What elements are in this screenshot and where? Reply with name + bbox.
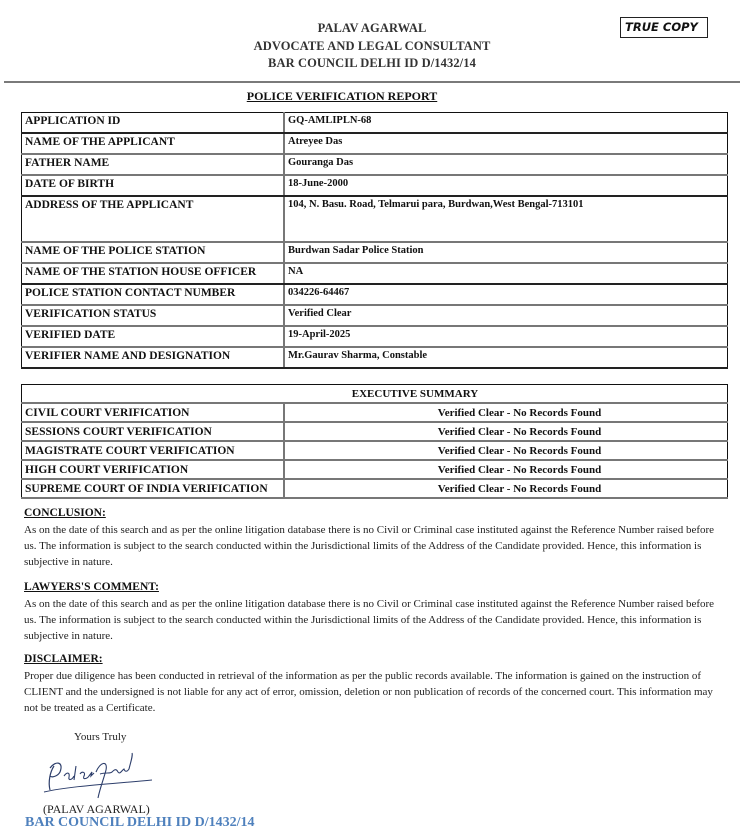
row-label: POLICE STATION CONTACT NUMBER <box>22 284 285 305</box>
table-row <box>22 347 728 368</box>
court-status: Verified Clear - No Records Found <box>284 403 728 422</box>
true-copy-stamp: TRUE COPY <box>620 17 708 38</box>
closing-salutation: Yours Truly <box>74 731 127 743</box>
executive-summary-table <box>21 384 728 499</box>
row-value: Burdwan Sadar Police Station <box>284 242 728 263</box>
advocate-designation: ADVOCATE AND LEGAL CONSULTANT <box>253 38 491 53</box>
table-row <box>22 196 728 242</box>
court-status: Verified Clear - No Records Found <box>284 441 728 460</box>
row-value: 19-April-2025 <box>284 326 728 347</box>
row-label: NAME OF THE STATION HOUSE OFFICER <box>22 263 285 284</box>
signatory-name: (PALAV AGARWAL) <box>43 802 150 816</box>
table-row <box>22 460 728 479</box>
court-label: CIVIL COURT VERIFICATION <box>22 403 285 422</box>
table-row <box>22 113 728 134</box>
row-value: 104, N. Basu. Road, Telmarui para, Burdwan,West Bengal-713101 <box>284 196 728 242</box>
disclaimer-heading: DISCLAIMER: <box>24 653 103 665</box>
summary-title: EXECUTIVE SUMMARY <box>22 385 728 404</box>
applicant-details-table <box>21 112 728 369</box>
table-row <box>22 133 728 154</box>
disclaimer-section <box>24 652 724 716</box>
row-value: 034226-64467 <box>284 284 728 305</box>
table-row <box>22 175 728 196</box>
signatory-bar-id: BAR COUNCIL DELHI ID D/1432/14 <box>25 815 255 830</box>
summary-title-row <box>22 385 728 404</box>
court-status: Verified Clear - No Records Found <box>284 479 728 498</box>
row-label: VERIFIED DATE <box>22 326 285 347</box>
row-label: APPLICATION ID <box>22 113 285 134</box>
row-label: NAME OF THE POLICE STATION <box>22 242 285 263</box>
conclusion-section <box>24 506 724 570</box>
row-value: Atreyee Das <box>284 133 728 154</box>
row-label: ADDRESS OF THE APPLICANT <box>22 196 285 242</box>
table-row <box>22 284 728 305</box>
table-row <box>22 326 728 347</box>
court-label: HIGH COURT VERIFICATION <box>22 460 285 479</box>
table-row <box>22 479 728 498</box>
lawyers-comment-section <box>24 580 724 644</box>
lawyers-comment-text: As on the date of this search and as per the online litigation database there is no Civil or Criminal case instituted against the Reference Number raised before us. The information is subject to the search conducted within the Jurisdictional limits of the Address of the Candidate provided. Hence, this information is subjective in nature. <box>24 598 715 642</box>
table-row <box>22 263 728 284</box>
row-value: NA <box>284 263 728 284</box>
advocate-bar-id: BAR COUNCIL DELHI ID D/1432/14 <box>268 56 476 70</box>
court-status: Verified Clear - No Records Found <box>284 422 728 441</box>
row-value: 18-June-2000 <box>284 175 728 196</box>
table-row <box>22 422 728 441</box>
court-label: SUPREME COURT OF INDIA VERIFICATION <box>22 479 285 498</box>
court-label: MAGISTRATE COURT VERIFICATION <box>22 441 285 460</box>
court-status: Verified Clear - No Records Found <box>284 460 728 479</box>
row-value: Verified Clear <box>284 305 728 326</box>
signature-icon <box>40 752 160 802</box>
lawyers-comment-heading: LAWYERS'S COMMENT: <box>24 581 159 593</box>
row-label: VERIFICATION STATUS <box>22 305 285 326</box>
row-label: FATHER NAME <box>22 154 285 175</box>
table-row <box>22 441 728 460</box>
row-value: Gouranga Das <box>284 154 728 175</box>
header-divider <box>4 81 740 83</box>
advocate-name: PALAV AGARWAL <box>317 21 427 35</box>
row-label: VERIFIER NAME AND DESIGNATION <box>22 347 285 368</box>
table-row <box>22 242 728 263</box>
table-row <box>22 305 728 326</box>
conclusion-heading: CONCLUSION: <box>24 507 106 519</box>
conclusion-text: As on the date of this search and as per the online litigation database there is no Civil or Criminal case instituted against the Reference Number raised before us. The information is subject to the search conducted within the Jurisdictional limits of the Address of the Candidate provided. Hence, this information is subjective in nature. <box>24 524 715 568</box>
court-label: SESSIONS COURT VERIFICATION <box>22 422 285 441</box>
table-row <box>22 403 728 422</box>
row-value: Mr.Gaurav Sharma, Constable <box>284 347 728 368</box>
disclaimer-text: Proper due diligence has been conducted in retrieval of the information as per the public records available. The information is gained on the instruction of CLIENT and the undersigned is not liable for any act of error, omission, deletion or non publication of records of the concerned court. This information may not be treated as a Certificate. <box>24 670 713 714</box>
row-value: GQ-AMLIPLN-68 <box>284 113 728 134</box>
row-label: NAME OF THE APPLICANT <box>22 133 285 154</box>
row-label: DATE OF BIRTH <box>22 175 285 196</box>
table-row <box>22 154 728 175</box>
report-title: POLICE VERIFICATION REPORT <box>246 89 438 103</box>
